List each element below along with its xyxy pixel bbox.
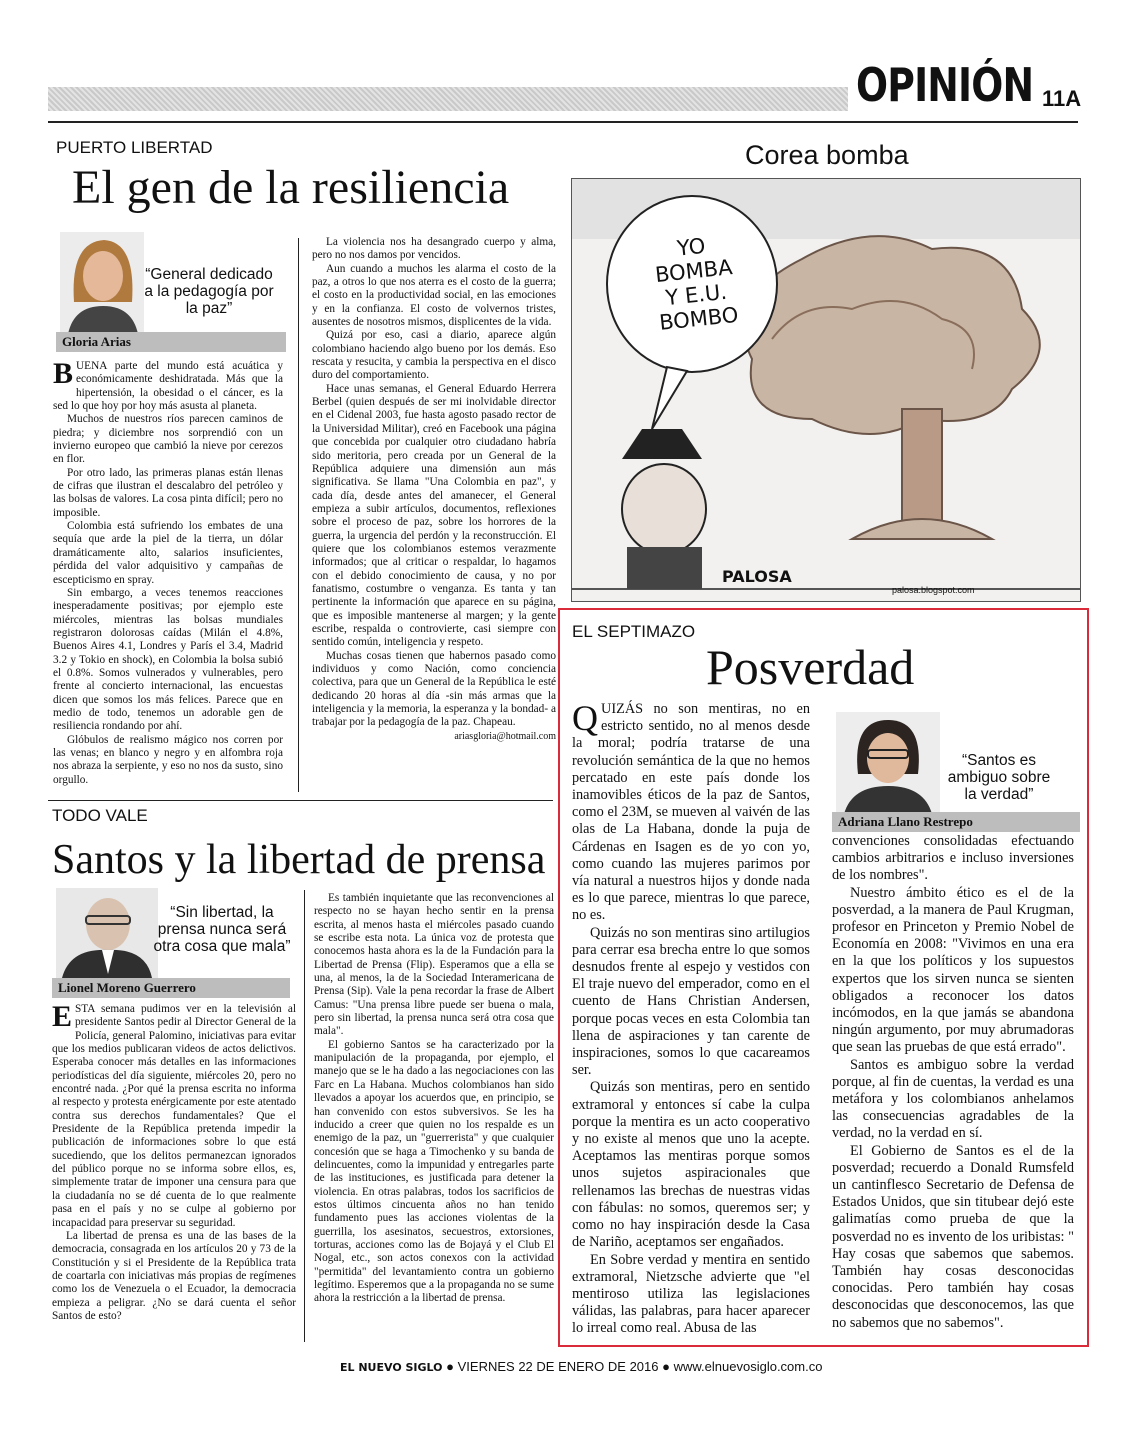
page-number: 11A bbox=[1042, 86, 1082, 111]
article2-quote: “Sin libertad, la prensa nunca será otra cosa que mala” bbox=[153, 904, 291, 955]
header-rule bbox=[48, 121, 1078, 123]
paragraph: La libertad de prensa es una de las bases de la democracia, consagrada en los artículos 20 y 73 de la Constitución y si el Presidente de la República trata de coartarla con iniciativas más propias de regímenes como los de Venezuela o el Ecuador, la democracia empieza a peligrar. ¿No se dará cuenta el señor Santos de esto? bbox=[52, 1229, 296, 1322]
paragraph: UENA parte del mundo está acuática y económicamente deshidratada. Más que la hipertensión, la obesidad o el cáncer, es la sed lo que hoy por hoy más asusta al planeta. bbox=[53, 360, 283, 413]
article2-author: Lionel Moreno Guerrero bbox=[52, 978, 290, 998]
paragraph: El Gobierno de Santos es el de la posverdad; recuerdo a Donald Rumsfeld un cantinflesco Secretario de Defensa de Estados Unidos, que sin titubear dejó este galimatías como prueba de que la posverdad no es invento de los uribistas: " Hay cosas que sabemos que sabemos. También hay cosas desconocidas conocidas. Pero también hay cosas desconocidas que desconocemos, las que no sabemos que no sabemos". bbox=[832, 1142, 1074, 1331]
footer bbox=[340, 1359, 822, 1374]
article1-column-2 bbox=[312, 236, 556, 743]
paragraph: Santos es ambiguo sobre la verdad porque, al fin de cuentas, la verdad es una metáfora y los colombianos anhelamos las consecuencias agradables de la verdad, no la verdad en sí. bbox=[832, 1056, 1074, 1142]
paragraph: Muchos de nuestros ríos parecen caminos de piedra; y diciembre nos sorprendió con un invierno europeo que cambió la nieve por cerezos en flor. bbox=[53, 413, 283, 466]
header-band bbox=[48, 87, 848, 111]
paragraph: Es también inquietante que las reconvenciones al respecto no se hayan hecho sentir en la prensa escrita, al menos hasta el miércoles pasado cuando se escribe esta nota. La única voz de protesta que conocemos hasta ahora es la de la Fundación para la Libertad de Prensa (Flip). Esperamos que a ella se una, al menos, la de la Sociedad Interamericana de Prensa (Sip). Vale la pena recordar la frase de Albert Camus: "Una prensa libre puede ser buena o mala, pero sin libertad, la prensa nunca será otra cosa que mala". bbox=[314, 892, 554, 1038]
article1-author: Gloria Arias bbox=[56, 332, 286, 352]
paragraph: Por otro lado, las primeras planas están llenas de cifras que ilustran el descalabro del petróleo y las bolsas de valores. La cosa pinta difícil; pero no imposible. bbox=[53, 466, 283, 519]
article3-title: Posverdad bbox=[706, 639, 915, 695]
speech-text bbox=[615, 227, 774, 338]
paragraph: Glóbulos de realismo mágico nos corren por las venas; en blanco y negro y en alfombra roja nos abraza la serpiente, y eso no nos da susto, sino orgullo. bbox=[53, 733, 283, 786]
paragraph: STA semana pudimos ver en la televisión al presidente Santos pedir al Director General de la Policía, general Palomino, iniciativas para evitar que los medios publicaran videos de actos delictivos. Esperaba conocer más detalles en las informaciones periodísticas del día siguiente, miércoles 20, pero no encontré nada. ¿Por qué la prensa escrita no informa al respecto y protesta enérgicamente por este atentado contra sus derechos fundamentales? Que el Presidente de la República pretenda impedir la publicación de informaciones sobre lo que está sucediendo, que los delitos permanezcan ignorados del público porque no se informa sobre ellos, es, simplemente tratar de imponer una censura para que la ciudadanía no se dé cuenta de lo que realmente pasa en el país y no se culpe al gobierno por incapacidad para preservar su seguridad. bbox=[52, 1003, 296, 1229]
paragraph: Aun cuando a muchos les alarma el costo de la paz, a otros lo que nos aterra es el costo de la guerra; el costo en la productividad social, en las emociones y en la confianza. El costo de volvernos tristes, ausentes de nosotros mismos, displicentes de la vida. bbox=[312, 262, 556, 329]
article3-section: EL SEPTIMAZO bbox=[572, 622, 696, 641]
paragraph: Colombia está sufriendo los embates de una sequía que arde la piel de la tierra, un dólar dramáticamente alto, salarios insuficientes, pérdida del valor adquisitivo y campañas de escepticismo en spray. bbox=[53, 520, 283, 586]
cartoon-image bbox=[571, 178, 1081, 602]
paragraph: Quizás no son mentiras sino artilugios para cerrar esa brecha entre lo que somos desnudos frente al espejo y vestidos con El traje nuevo del emperador, como en el cuento de Hans Christian Andersen, porque pocas veces en esta Colombia tan llena de aspiraciones y tan carente de inspiraciones, somos lo que cacareamos ser. bbox=[572, 924, 810, 1079]
article3-column-1 bbox=[572, 698, 810, 1338]
paragraph: En Sobre verdad y mentira en sentido extramoral, Nietzsche advierte que "el mentiroso utiliza las legislaciones válidas, las palabras, para hacer aparecer lo irreal como real. Abusa de las bbox=[572, 1251, 810, 1337]
article2-column-1 bbox=[52, 1000, 296, 1323]
paragraph: Nuestro ámbito ético es el de la posverdad, a la manera de Paul Krugman, profesor en Princeton y Premio Nobel de Economía en 2008: "Vivimos en una era en la que los políticos y los supuestos expertos que los sirven nunca se sienten obligados a reconocer los datos incómodos, en la que jamás se abandona ningún argumento, por muy abrumadoras que sean las pruebas de que está errado". bbox=[832, 884, 1074, 1056]
author-photo-gloria bbox=[60, 232, 144, 334]
speech-line: BOMBO bbox=[658, 302, 740, 335]
footer-date: VIERNES 22 DE ENERO DE 2016 bbox=[457, 1359, 659, 1374]
paragraph: El gobierno Santos se ha caracterizado por la manipulación de la propaganda, por ejemplo, el manejo que se le ha dado a las negociaciones con las Farc en La Habana. Muchos colombianos han sido llevados a apoyar los acuerdos que, en principio, se han convenido con estos subversivos. Se les ha inducido a creer que quien no los respalde es un enemigo de la paz, un "guerrerista" y que cualquier concesión que se haga a Timochenko y su banda de delincuentes, como la impunidad y entregarles parte de las instituciones, es justificada para detener la violencia. En otras palabras, todos los sacrificios de estos últimos cincuenta años no han tenido fundamento pues las acciones violentas de la guerrilla, los asesinatos, secuestros, extorsiones, torturas, acciones como las de Bojayá y el Club El Nogal, etc., son actos conexos con la actividad "permitida" del levantamiento contra un gobierno legítimo. Esperemos que a la propaganda no se sume ahora la restricción a la libertad de prensa. bbox=[314, 1038, 554, 1305]
author-photo-adriana bbox=[836, 712, 940, 814]
article1-title: El gen de la resiliencia bbox=[72, 161, 510, 214]
paragraph: Quizás son mentiras, pero en sentido extramoral y entonces sí cabe la culpa porque la mentira es un acto cooperativo y no existe al menos que uno la acepte. Aceptamos las mentiras porque somos unos sujetos aspiracionales que rellenamos las brechas de nuestras vidas con fábulas: no somos, queremos ser; y como no hay inspiración desde la Casa de Nariño, aceptamos ser engañados. bbox=[572, 1079, 810, 1251]
author-photo-lionel bbox=[56, 888, 158, 978]
speech-line: Y E.U. bbox=[664, 279, 729, 311]
article3-quote: “Santos es ambiguo sobre la verdad” bbox=[947, 752, 1051, 803]
cartoon-title: Corea bomba bbox=[745, 140, 909, 170]
paragraph: Hace unas semanas, el General Eduardo Herrera Berbel (quien después de ser mi inolvidable director en el Cidenal 2003, fue hasta agosto pasado rector de la Universidad Militar), creó en Facebook una página que concebida por cualquier otro ciudadano habría sido meritoria, pero creada por un General de la República adquiere una dimensión aun más significativa. Se llama "Una Colombia en paz", y cada día, desde antes del amanecer, el General empieza a subir artículos, documentos, reflexiones sobre el proceso de paz, sobre los horrores de la guerra, la urgencia del perdón y la reconstrucción. El quiere que los colombianos estemos verazmente informados; que al criticar o respaldar, lo hagamos con el debido conocimiento de causa, y no por fanatismo, costumbre o venganza. Es tanta y tan pertinente la información que aparece en su página, que es imposible mantenerse al margen; y la gente escribe, respalda o controvierte, casi siempre con sentido común, inteligencia y respeto. bbox=[312, 382, 556, 649]
column-divider bbox=[298, 238, 299, 792]
section-title: OPINIÓN bbox=[856, 58, 1034, 112]
speech-line: YO bbox=[675, 233, 707, 261]
paragraph: Sin embargo, a veces tenemos reacciones inesperadamente positivas; por ejemplo este miércoles, mientras las bolsas mundiales registraron dolorosas caídas (Milán el 4.8%, Buenos Aires 4.1, Londres y París el 3.4, Madrid 3.2 y Tokio en shock), en Colombia la bolsa subió el 0.8%. Somos vulnerados y vulnerables, pero frente al concierto internacional, las encuestas dicen que somos los más felices. Parece que en medio de todo, tenemos un adorable gen de resiliencia rondando por ahí. bbox=[53, 586, 283, 733]
footer-paper: EL NUEVO SIGLO bbox=[340, 1361, 443, 1374]
dropcap-q: Q bbox=[572, 698, 598, 738]
paragraph: Quizá por eso, casi a diario, aparece algún colombiano haciendo algo bueno por los demás. Eso rescata y resucita, y cambia la perspectiva en el disco duro del comportamiento. bbox=[312, 329, 556, 382]
paragraph: La violencia nos ha desangrado cuerpo y alma, pero no nos damos por vencidos. bbox=[312, 236, 556, 262]
article1-section: PUERTO LIBERTAD bbox=[56, 138, 213, 157]
dropcap-e: E bbox=[52, 1000, 73, 1033]
article2-column-2 bbox=[314, 892, 554, 1306]
paragraph: UIZÁS no son mentiras, no en estricto sentido, no al menos desde la moral; podría tratarse de una revolución semántica de la que no hemos percatado en este país donde los inamovibles éticos de la paz de Santos, como el 23M, se mueven al vaivén de las olas de La Habana, donde la puja de Cárdenas en Isagen es de yo con yo, como cuando las mujeres parimos por vía natural a nuestros hijos y donde nada es lo que parece, mientras lo que parece, no es. bbox=[572, 701, 810, 924]
paragraph: Muchas cosas tienen que habernos pasado como individuos y como Nación, como conciencia colectiva, para que un General de la República le esté dedicando 20 horas al día -sin más armas que la inteligencia y la memoria, la esperanza y la bondad- a trabajar por la pedagogía de la paz. Chapeau. bbox=[312, 649, 556, 729]
article1-quote: “General dedicado a la pedagogía por la paz” bbox=[144, 266, 274, 317]
article2-section: TODO VALE bbox=[52, 806, 148, 825]
section-divider bbox=[48, 800, 553, 801]
article3-column-2 bbox=[832, 833, 1074, 1332]
bullet-icon: ● bbox=[446, 1359, 455, 1374]
paragraph: convenciones consolidadas efectuando cambios arbitrarios e incluso inversiones de los nombres". bbox=[832, 833, 1074, 884]
cartoon-signature: PALOSA bbox=[722, 567, 792, 586]
author-email: ariasgloria@hotmail.com bbox=[454, 730, 556, 742]
article3-author: Adriana Llano Restrepo bbox=[832, 812, 1080, 832]
speech-line: BOMBA bbox=[653, 255, 734, 288]
article1-column-1 bbox=[53, 357, 283, 787]
footer-url[interactable]: www.elnuevosiglo.com.co bbox=[673, 1359, 823, 1374]
dropcap-b: B bbox=[53, 357, 74, 390]
bullet-icon: ● bbox=[662, 1359, 670, 1374]
column-divider bbox=[304, 890, 305, 1342]
cartoon-blog: palosa.blogspot.com bbox=[892, 585, 975, 595]
article2-title: Santos y la libertad de prensa bbox=[52, 837, 546, 883]
